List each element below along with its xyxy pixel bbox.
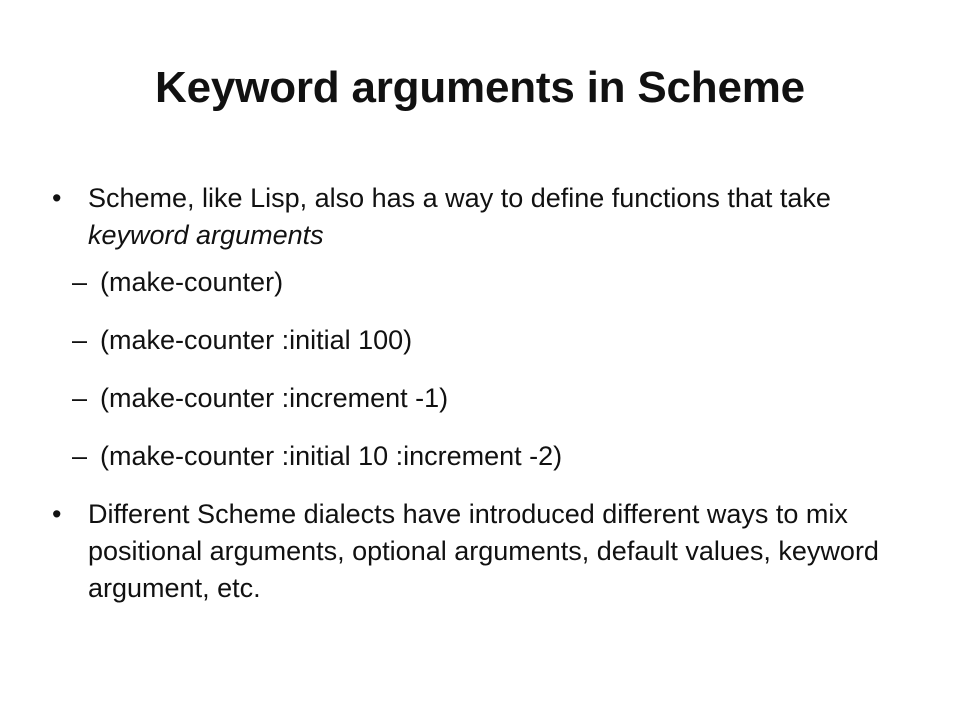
bullet-text: Scheme, like Lisp, also has a way to define functions that take — [88, 183, 831, 213]
bullet-marker: • — [52, 183, 62, 213]
sub-bullet-item — [48, 380, 908, 417]
sub-bullet-text: (make-counter) — [100, 267, 284, 297]
dash-marker: – — [72, 441, 88, 471]
bullet-text: Different Scheme dialects have introduced different ways to mix positional arguments, optional arguments, default values, keyword argument, etc. — [88, 499, 879, 603]
dash-marker: – — [72, 383, 88, 413]
slide-title: Keyword arguments in Scheme — [155, 63, 805, 112]
sub-bullet-text: (make-counter :initial 10 :increment -2) — [100, 441, 563, 471]
sub-bullet-item — [48, 438, 908, 475]
sub-bullet-list — [48, 264, 908, 475]
sub-bullet-text: (make-counter :initial 100) — [100, 325, 413, 355]
sub-bullet-item — [48, 322, 908, 359]
bullet-marker: • — [52, 499, 62, 529]
bullet-item — [48, 496, 908, 607]
bullet-list — [48, 180, 908, 607]
dash-marker: – — [72, 325, 88, 355]
dash-marker: – — [72, 267, 88, 297]
sub-bullet-item — [48, 264, 908, 301]
bullet-item — [48, 180, 908, 254]
sub-bullet-text: (make-counter :increment -1) — [100, 383, 449, 413]
bullet-italic-text: keyword arguments — [88, 220, 324, 250]
